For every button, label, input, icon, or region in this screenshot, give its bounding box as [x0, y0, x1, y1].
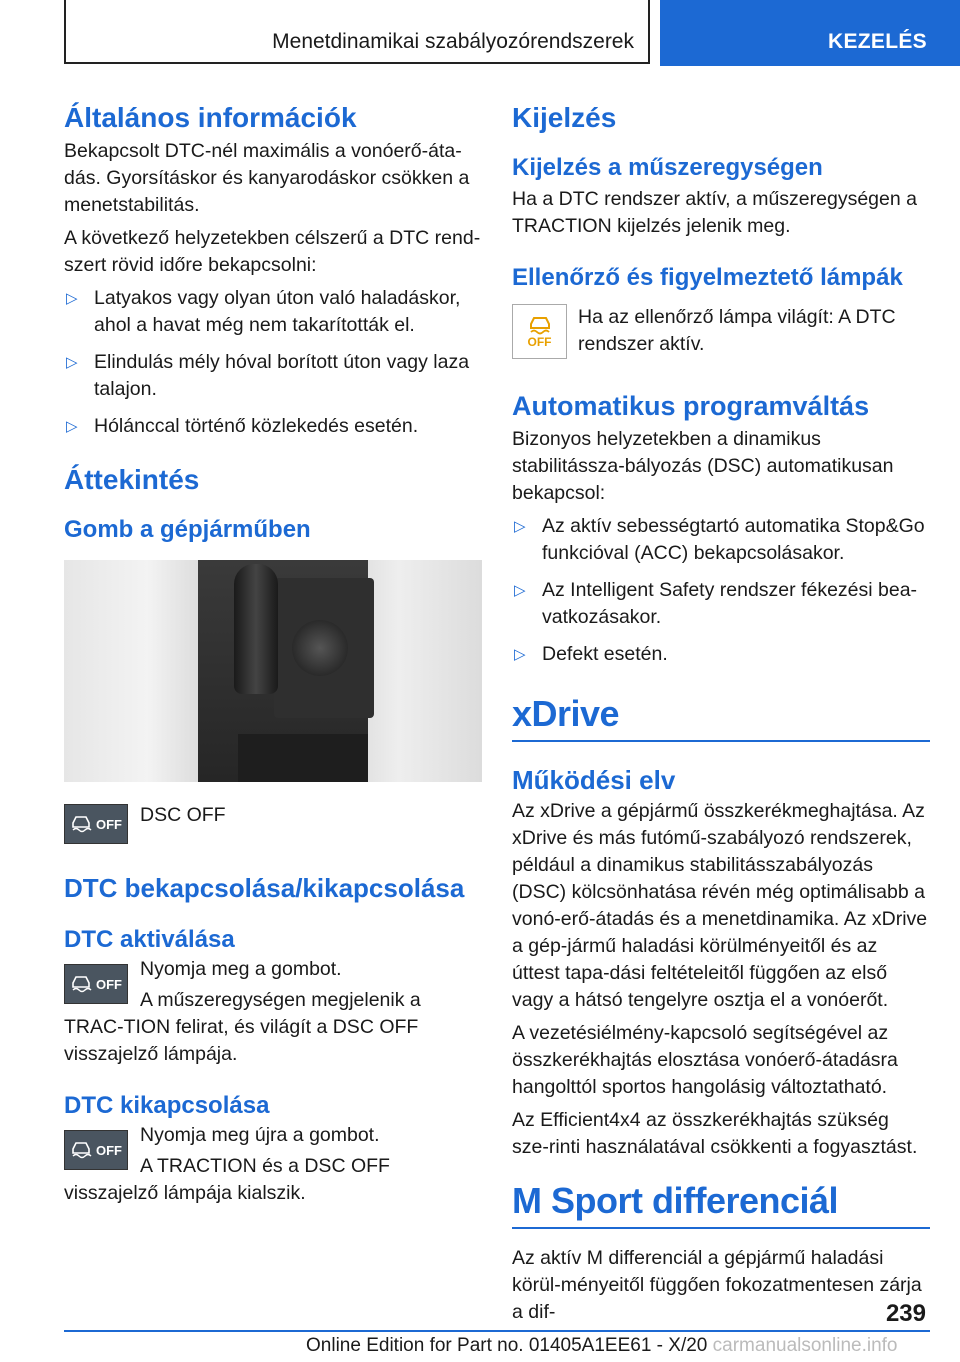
page-header: [0, 0, 960, 66]
dsc-off-button-icon: OFF: [64, 964, 128, 1004]
general-paragraph-1: Bekapcsolt DTC-nél maximális a vonóerő-áta-dás. Gyorsításkor és kanyarodáskor csökken a menetstabilitás.: [64, 140, 470, 216]
display-heading: Kijelzés: [512, 102, 617, 133]
lamps-paragraph: Ha az ellenőrző lámpa világít: A DTC rendszer aktív.: [578, 306, 896, 355]
list-item: ▷ Latyakos vagy olyan úton való haladáskor, ahol a havat még nem takarították el.: [66, 287, 461, 336]
auto-heading: Automatikus programváltás: [512, 391, 870, 421]
function-heading: Működési elv: [512, 765, 676, 795]
list-item: ▷ Az Intelligent Safety rendszer fékezési bea-vatkozásakor.: [514, 579, 918, 628]
bullet-triangle-icon: ▷: [514, 582, 526, 599]
dtc-deactivate-heading: DTC kikapcsolása: [64, 1092, 270, 1119]
dtc-deactivate-step-1: Nyomja meg újra a gombot.: [140, 1124, 380, 1146]
left-column: [64, 100, 482, 1207]
list-item: ▷ Az aktív sebességtartó automatika Stop&Go funkcióval (ACC) bekapcsolásakor.: [514, 515, 925, 564]
gear-selector-icon: [234, 564, 278, 694]
bullet-triangle-icon: ▷: [514, 646, 526, 663]
dsc-off-row: [64, 802, 482, 842]
controller-knob-icon: [292, 620, 348, 676]
cluster-paragraph: Ha a DTC rendszer aktív, a műszeregységen a TRACTION kijelzés jelenik meg.: [512, 188, 917, 237]
general-heading: Általános információk: [64, 102, 357, 133]
dtc-activate-row: [64, 956, 482, 1068]
general-paragraph-2: A következő helyzetekben célszerű a DTC rend-szert rövid időre bekapcsolni:: [64, 227, 481, 276]
center-console-photo: [64, 560, 482, 782]
xdrive-paragraph-2: A vezetésiélmény-kapcsoló segítségével az összkerékhajtás elosztása vonóerő-átadásra hangolttól sportos hangolásig változtatható.: [512, 1022, 898, 1098]
bullet-triangle-icon: ▷: [66, 354, 78, 371]
list-item: ▷ Defekt esetén.: [512, 641, 930, 668]
overview-heading: Áttekintés: [64, 464, 200, 495]
dtc-activate-heading: DTC aktiválása: [64, 926, 235, 953]
auto-paragraph: Bizonyos helyzetekben a dinamikus stabilitássza-bályozás (DSC) automatikusan bekapcsol:: [512, 428, 894, 504]
dsc-off-label: DSC OFF: [140, 804, 226, 826]
section-title: Menetdinamikai szabályozórendszerek: [272, 30, 634, 53]
lamps-heading: Ellenőrző és figyelmeztető lámpák: [512, 264, 903, 291]
section-title-box: [64, 0, 650, 64]
msport-heading: M Sport differenciál: [512, 1179, 930, 1229]
xdrive-heading: xDrive: [512, 692, 930, 742]
cluster-heading: Kijelzés a műszeregységen: [512, 154, 823, 181]
list-item: ▷ Elindulás mély hóval borított úton vagy laza talajon.: [66, 351, 470, 400]
edition-footer: [306, 1335, 898, 1357]
msport-paragraph: Az aktív M differenciál a gépjármű haladási körül-ményeitől függően fokozatmentesen zárja a dif-: [512, 1247, 922, 1323]
bullet-triangle-icon: ▷: [514, 518, 526, 535]
dtc-toggle-heading: DTC bekapcsolása/kikapcsolása: [64, 873, 465, 903]
bullet-triangle-icon: ▷: [66, 290, 78, 307]
page-number: 239: [885, 1300, 926, 1327]
dtc-deactivate-row: [64, 1122, 482, 1207]
right-column: [512, 100, 930, 1326]
watermark: carmanualsonline.info: [712, 1335, 898, 1356]
dtc-deactivate-step-2: A TRACTION és a DSC OFF visszajelző lámpája kialszik.: [64, 1155, 390, 1204]
lamps-row: [512, 304, 930, 362]
edition-text: Online Edition for Part no. 01405A1EE61 - X/20: [306, 1335, 708, 1356]
bullet-triangle-icon: ▷: [66, 418, 78, 435]
dtc-activate-step-1: Nyomja meg a gombot.: [140, 958, 342, 980]
xdrive-paragraph-3: Az Efficient4x4 az összkerékhajtás szükség sze-rinti használatával csökkenti a fogyasztást.: [512, 1109, 918, 1158]
dtc-situations-list: [64, 285, 482, 440]
auto-conditions-list: [512, 513, 930, 668]
xdrive-paragraph-1: Az xDrive a gépjármű összkerékmeghajtása. Az xDrive és más futómű-szabályozó rendszerek, például a dinamikus stabilitásszabályozás (DSC) kölcsönhatása révén még optimálisabb a vonó-erő-átadás és a menetdinamika. Az xDrive a gép-jármű haladási körülményeitől és az úttest tapa-dási feltételeitől függően az első vagy a hátsó tengelyre osztja el a vonóerőt.: [512, 800, 928, 1011]
list-item: ▷ Hólánccal történő közlekedés esetén.: [64, 413, 482, 440]
chapter-tab: [660, 0, 960, 66]
chapter-tab-label: KEZELÉS: [828, 30, 927, 53]
skid-car-icon: [70, 814, 92, 834]
footer-divider: [64, 1330, 930, 1332]
dsc-off-button-icon: OFF: [64, 804, 128, 844]
dtc-indicator-lamp-icon: OFF: [512, 304, 567, 359]
dsc-off-button-icon: OFF: [64, 1130, 128, 1170]
button-heading: Gomb a gépjárműben: [64, 516, 311, 543]
dtc-activate-step-2: A műszeregységen megjelenik a TRAC-TION felirat, és világít a DSC OFF visszajelző lámpája.: [64, 989, 421, 1065]
